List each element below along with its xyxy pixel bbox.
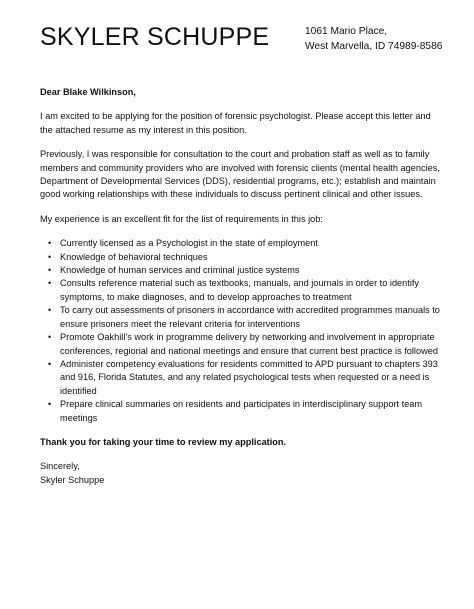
address-line-2: West Marvella, ID 74989-8586 xyxy=(305,41,443,52)
thanks-line: Thank you for taking your time to review my application. xyxy=(40,436,287,447)
intro-paragraph: I am excited to be applying for the position of forensic psychologist. Please accept this letter and the attached resume as my interest in this position. xyxy=(40,111,431,135)
sender-name: SKYLER SCHUPPE xyxy=(40,23,270,51)
list-item: • Currently licensed as a Psychologist in the state of employment xyxy=(60,237,440,250)
list-item: • Knowledge of human services and criminal justice systems xyxy=(60,264,440,277)
address-line-1: 1061 Mario Place, xyxy=(305,26,388,37)
list-item: • Knowledge of behavioral techniques xyxy=(60,251,440,264)
closing: Sincerely, xyxy=(40,461,80,472)
requirements-intro: My experience is an excellent fit for the list of requirements in this job: xyxy=(40,213,323,224)
letter-body xyxy=(40,86,440,487)
sender-address xyxy=(305,24,442,54)
letter-header xyxy=(40,22,443,62)
greeting: Dear Blake Wilkinson, xyxy=(40,87,136,97)
signature: Skyler Schuppe xyxy=(40,474,105,485)
list-item: • Consults reference material such as textbooks, manuals, and journals in order to identify symptoms, to make diagnoses, and to develop approaches to treatment xyxy=(60,277,440,304)
list-item: • Promote Oakhill’s work in programme delivery by networking and involvement in appropriate conferences, regional and national meetings and ensure that current best practice is followed xyxy=(60,331,440,358)
experience-paragraph: Previously, I was responsible for consultation to the court and probation staff as well as to family members and community providers who are involved with forensic clients (mental health agencies, Department of Developmental Services (DDS), residential programs, etc.); establish and maintain good working relationships with these individuals to discuss pertinent clinical and other issues. xyxy=(40,149,440,200)
list-item: • To carry out assessments of prisoners in accordance with accredited programmes manuals to ensure prisoners meet the relevant criteria for interventions xyxy=(60,304,440,331)
requirements-list xyxy=(40,237,440,425)
list-item: • Prepare clinical summaries on residents and participates in interdisciplinary support team meetings xyxy=(60,398,440,425)
list-item: • Administer competency evaluations for residents committed to APD pursuant to chapters 393 and 916, Florida Statutes, and any related psychological tests when requested or a need is identified xyxy=(60,358,440,398)
